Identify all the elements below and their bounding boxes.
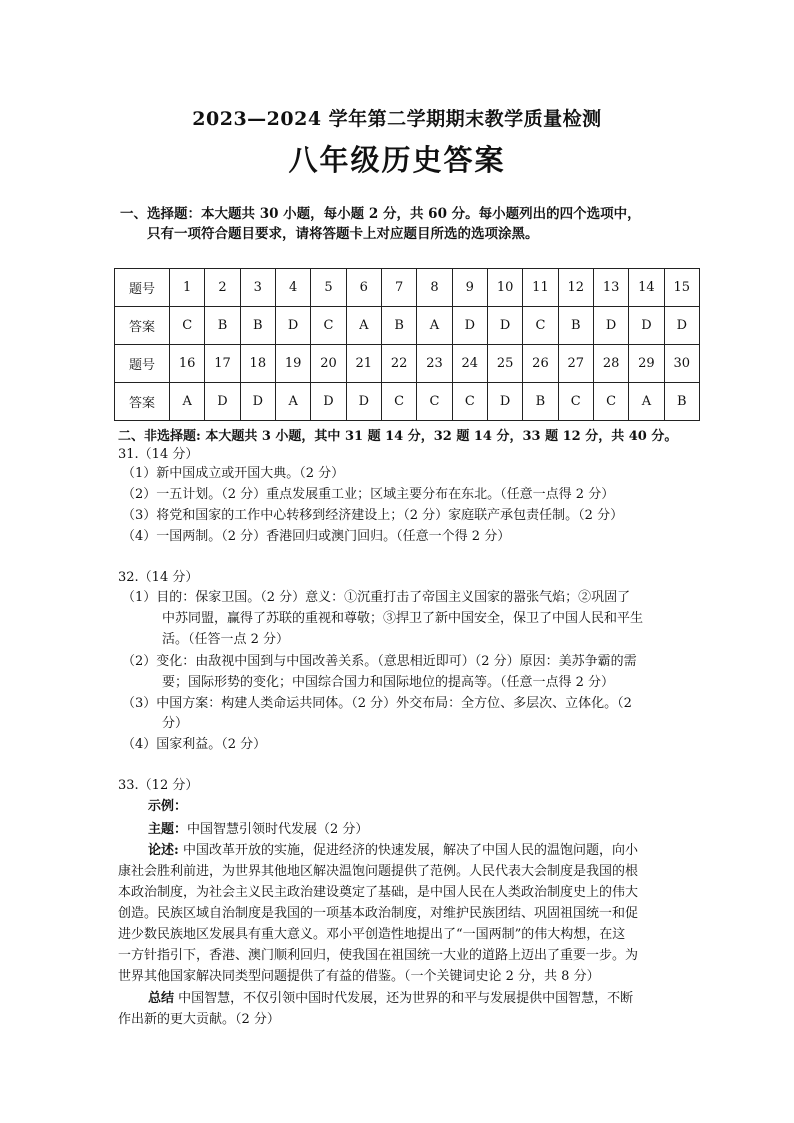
q31-heading: 31.（14 分） — [118, 447, 199, 462]
question-number-cell: 18 — [240, 345, 275, 383]
question-number-cell: 27 — [558, 345, 593, 383]
question-number-cell: 12 — [558, 269, 593, 307]
question-number-cell: 22 — [381, 345, 416, 383]
question-number-cell: 24 — [452, 345, 487, 383]
question-number-cell: 26 — [523, 345, 558, 383]
q32-heading: 32.（14 分） — [118, 570, 199, 585]
answer-table — [114, 268, 700, 421]
question-number-cell: 30 — [664, 345, 699, 383]
q32-line: （4）国家利益。（2 分） — [122, 737, 267, 752]
question-number-cell: 2 — [205, 269, 240, 307]
q33-argument-first — [148, 841, 638, 861]
q33-argument-line: 康社会胜利前进，为世界其他地区解决温饱问题提供了范例。人民代表大会制度是我国的根 — [118, 864, 639, 879]
q32-line: 活。（任答一点 2 分） — [162, 632, 290, 647]
question-number-cell: 21 — [346, 345, 381, 383]
q33-argument-line: 本政治制度，为社会主义民主政治建设奠定了基础，是中国人民在人类政治制度史上的伟大 — [118, 885, 639, 900]
q32-line: （3）中国方案：构建人类命运共同体。（2 分）外交布局：全方位、多层次、立体化。（2 — [122, 696, 632, 711]
question-number-cell: 16 — [170, 345, 205, 383]
answer-letter-cell: D — [311, 383, 346, 421]
question-number-cell: 6 — [346, 269, 381, 307]
question-number-cell: 13 — [593, 269, 628, 307]
question-number-cell: 11 — [523, 269, 558, 307]
q33-argument-line: 中国改革开放的实施，促进经济的快速发展，解决了中国人民的温饱问题，向小 — [182, 843, 638, 858]
answer-letter-cell: C — [558, 383, 593, 421]
q33-heading: 33.（12 分） — [118, 778, 199, 793]
question-number-cell: 19 — [275, 345, 310, 383]
question-number-cell: 5 — [311, 269, 346, 307]
q31-line: （2）一五计划。（2 分）重点发展重工业；区域主要分布在东北。（任意一点得 2 分） — [122, 487, 615, 502]
page-title: 八年级历史答案 — [288, 143, 506, 177]
q33-summary-first — [148, 989, 633, 1009]
q33-example-label: 示例： — [148, 799, 188, 814]
answer-letter-cell: D — [487, 307, 522, 345]
question-label-cell: 题号 — [115, 345, 170, 383]
question-number-row — [115, 345, 700, 383]
question-number-cell: 1 — [170, 269, 205, 307]
question-number-cell: 14 — [629, 269, 664, 307]
answer-letter-cell: B — [558, 307, 593, 345]
q33-theme — [148, 820, 368, 840]
section1-line1: 一、选择题：本大题共 30 小题，每小题 2 分，共 60 分。每小题列出的四个选项中， — [120, 206, 641, 222]
answer-row — [115, 307, 700, 345]
question-number-cell: 28 — [593, 345, 628, 383]
q33-summary-label: 总结 — [148, 991, 175, 1006]
answer-letter-cell: A — [417, 307, 452, 345]
question-number-cell: 25 — [487, 345, 522, 383]
question-number-cell: 29 — [629, 345, 664, 383]
q32-line: （1）目的：保家卫国。（2 分）意义：①沉重打击了帝国主义国家的嚣张气焰；②巩固了 — [122, 590, 631, 605]
q32-line: 分） — [162, 716, 189, 731]
answer-label-cell: 答案 — [115, 307, 170, 345]
answer-letter-cell: D — [452, 307, 487, 345]
question-number-cell: 15 — [664, 269, 699, 307]
section1-line2: 只有一项符合题目要求，请将答题卡上对应题目所选的选项涂黑。 — [147, 226, 539, 242]
answer-letter-cell: C — [452, 383, 487, 421]
q32-line: 中苏同盟，赢得了苏联的重视和尊敬；③捍卫了新中国安全，保卫了中国人民和平生 — [162, 611, 644, 626]
q32-line: （2）变化：由敌视中国到与中国改善关系。（意思相近即可）（2 分）原因：美苏争霸的需 — [122, 654, 637, 669]
answer-letter-cell: D — [205, 383, 240, 421]
question-number-cell: 17 — [205, 345, 240, 383]
answer-letter-cell: D — [487, 383, 522, 421]
question-number-cell: 9 — [452, 269, 487, 307]
answer-letter-cell: A — [346, 307, 381, 345]
q33-summary-line: 中国智慧，不仅引领中国时代发展，还为世界的和平与发展提供中国智慧，不断 — [178, 991, 634, 1006]
q33-argument-line: 世界其他国家解决同类型问题提供了有益的借鉴。（一个关键词史论 2 分，共 8 分） — [118, 969, 600, 984]
q33-argument-line: 进少数民族地区发展具有重大意义。邓小平创造性地提出了“一国两制”的伟大构想，在这 — [118, 927, 626, 942]
q33-argument-line: 一方针指引下，香港、澳门顺利回归，使我国在祖国统一大业的道路上迈出了重要一步。为 — [118, 948, 639, 963]
question-number-cell: 23 — [417, 345, 452, 383]
answer-row — [115, 383, 700, 421]
question-number-cell: 8 — [417, 269, 452, 307]
question-number-row — [115, 269, 700, 307]
q31-line: （3）将党和国家的工作中心转移到经济建设上；（2 分）家庭联产承包责任制。（2 分） — [122, 508, 624, 523]
exam-title: 2023—2024 学年第二学期期末教学质量检测 — [192, 108, 602, 130]
q33-theme-label: 主题： — [148, 822, 188, 837]
answer-letter-cell: B — [240, 307, 275, 345]
answer-letter-cell: C — [311, 307, 346, 345]
answer-letter-cell: A — [275, 383, 310, 421]
q33-theme-text: 中国智慧引领时代发展（2 分） — [187, 822, 369, 837]
q31-line: （1）新中国成立或开国大典。（2 分） — [122, 466, 345, 481]
answer-letter-cell: C — [170, 307, 205, 345]
q32-line: 要；国际形势的变化；中国综合国力和国际地位的提高等。（任意一点得 2 分） — [162, 675, 615, 690]
answer-letter-cell: D — [664, 307, 699, 345]
answer-letter-cell: D — [593, 307, 628, 345]
answer-letter-cell: B — [205, 307, 240, 345]
q31-line: （4）一国两制。（2 分）香港回归或澳门回归。（任意一个得 2 分） — [122, 529, 511, 544]
answer-label-cell: 答案 — [115, 383, 170, 421]
question-number-cell: 4 — [275, 269, 310, 307]
section2-heading: 二、非选择题: 本大题共 3 小题，其中 31 题 14 分，32 题 14 分，33 题 12 分，共 40 分。 — [118, 429, 678, 444]
answer-letter-cell: B — [523, 383, 558, 421]
question-number-cell: 7 — [381, 269, 416, 307]
q33-argument-label: 论述: — [148, 843, 179, 858]
answer-letter-cell: C — [593, 383, 628, 421]
answer-letter-cell: A — [629, 383, 664, 421]
q33-argument-line: 创造。民族区域自治制度是我国的一项基本政治制度，对维护民族团结、巩固祖国统一和促 — [118, 906, 639, 921]
question-number-cell: 20 — [311, 345, 346, 383]
answer-letter-cell: D — [275, 307, 310, 345]
answer-letter-cell: D — [629, 307, 664, 345]
answer-letter-cell: C — [381, 383, 416, 421]
answer-letter-cell: C — [417, 383, 452, 421]
question-label-cell: 题号 — [115, 269, 170, 307]
answer-letter-cell: C — [523, 307, 558, 345]
q33-summary-line: 作出新的更大贡献。（2 分） — [118, 1012, 280, 1027]
answer-letter-cell: B — [664, 383, 699, 421]
question-number-cell: 3 — [240, 269, 275, 307]
answer-letter-cell: D — [240, 383, 275, 421]
answer-letter-cell: B — [381, 307, 416, 345]
question-number-cell: 10 — [487, 269, 522, 307]
answer-letter-cell: A — [170, 383, 205, 421]
answer-letter-cell: D — [346, 383, 381, 421]
